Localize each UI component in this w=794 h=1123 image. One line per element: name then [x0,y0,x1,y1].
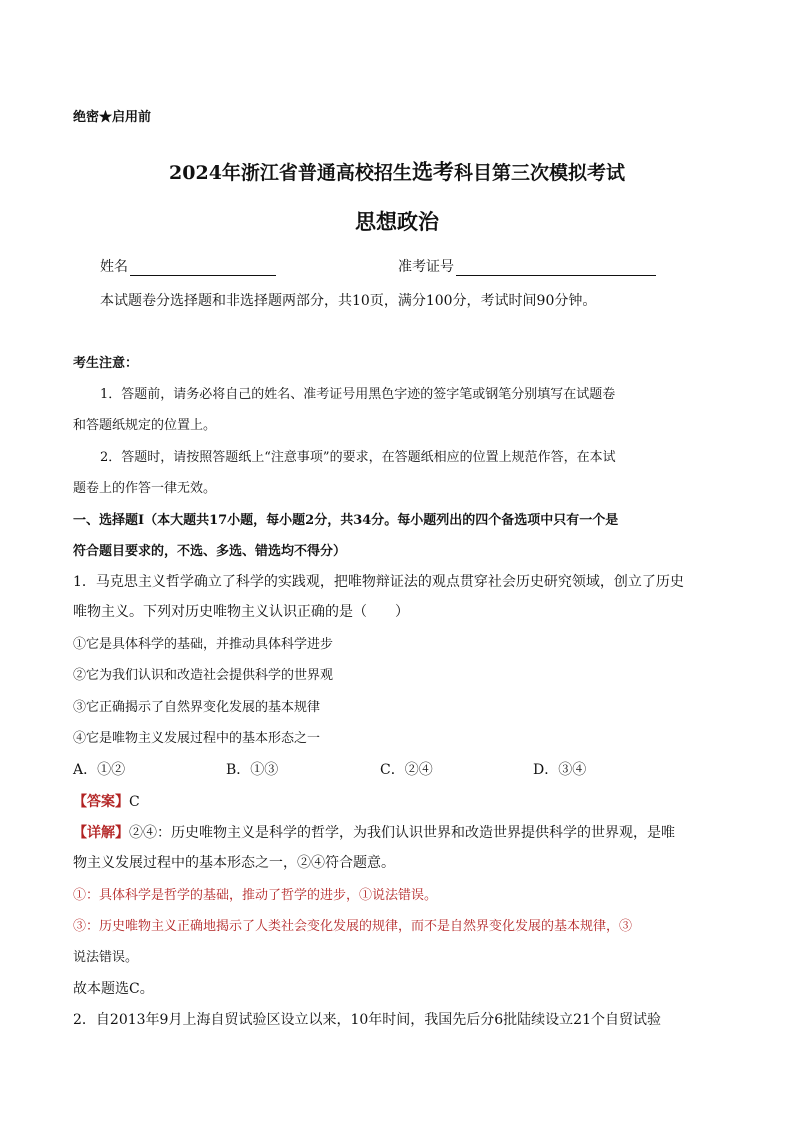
q1-detail-line-2: 物主义发展过程中的基本形态之一，②④符合题意。 [73,855,395,871]
q1-option-a[interactable]: A．①② [73,762,126,778]
q2-stem-line-1: 2．自2013年9月上海自贸试验区设立以来，10年时间，我国先后分6批陆续设立21个自贸试验 [73,1012,661,1028]
name-field[interactable] [100,256,276,276]
q1-analysis-red-2-line-2: 说法错误。 [73,950,139,965]
answer-value: C [129,794,140,810]
q1-stem-line-1: 1．马克思主义哲学确立了科学的实践观，把唯物辩证法的观点贯穿社会历史研究领域，创立了历史 [73,574,684,590]
q1-analysis-red-2-line-1: ③：历史唯物主义正确地揭示了人类社会变化发展的规律，而不是自然界变化发展的基本规律，③ [73,919,633,934]
subject-title: 思想政治 [355,209,439,234]
notice-item-2-line-1: 2．答题时，请按照答题纸上“注意事项”的要求，在答题纸相应的位置上规范作答，在本试 [100,450,616,465]
title-suffix: 科目第三次模拟考试 [453,162,625,184]
name-blank-line[interactable] [130,261,276,276]
q1-analysis-red-1: ①：具体科学是哲学的基础，推动了哲学的进步，①说法错误。 [73,888,438,903]
answer-label: 【答案】 [73,794,129,810]
detail-label: 【详解】 [73,825,129,841]
exam-id-field[interactable] [398,256,656,276]
q1-statement-3: ③它正确揭示了自然界变化发展的基本规律 [73,700,321,715]
exam-id-blank-line[interactable] [456,261,656,276]
q1-conclusion: 故本题选C。 [73,981,154,997]
confidential-mark: 绝密★启用前 [73,110,152,125]
q1-statement-4: ④它是唯物主义发展过程中的基本形态之一 [73,731,321,746]
q1-option-b[interactable]: B．①③ [226,762,279,778]
notice-item-1-line-2: 和答题纸规定的位置上。 [73,418,217,433]
title-prefix: 2024年浙江省普通高校招生 [169,162,412,184]
intro-text: 本试题卷分选择题和非选择题两部分，共10页，满分100分，考试时间90分钟。 [100,293,597,309]
exam-id-label: 准考证号 [398,259,454,275]
title-emphasis: 选考 [411,159,454,184]
notice-item-1-line-1: 1．答题前，请务必将自己的姓名、准考证号用黑色字迹的签字笔或钢笔分别填写在试题卷 [100,387,616,402]
section-heading-line-1: 一、选择题Ⅰ（本大题共17小题，每小题2分，共34分。每小题列出的四个备选项中只有一个是 [73,513,619,528]
q1-statement-2: ②它为我们认识和改造社会提供科学的世界观 [73,668,334,683]
q1-detail-line-1 [73,822,675,842]
q1-option-d[interactable]: D．③④ [533,762,587,778]
exam-title [0,156,794,186]
notice-item-2-line-2: 题卷上的作答一律无效。 [73,481,217,496]
notice-heading: 考生注意： [73,356,139,371]
q1-stem-line-2: 唯物主义。下列对历史唯物主义认识正确的是（ ） [73,604,409,620]
section-heading-line-2: 符合题目要求的，不选、多选、错选均不得分） [73,544,347,559]
q1-statement-1: ①它是具体科学的基础，并推动具体科学进步 [73,637,334,652]
detail-text-1: ②④：历史唯物主义是科学的哲学，为我们认识世界和改造世界提供科学的世界观，是唯 [129,825,675,841]
q1-option-c[interactable]: C．②④ [380,762,433,778]
name-label: 姓名 [100,259,128,275]
q1-answer [73,791,140,811]
